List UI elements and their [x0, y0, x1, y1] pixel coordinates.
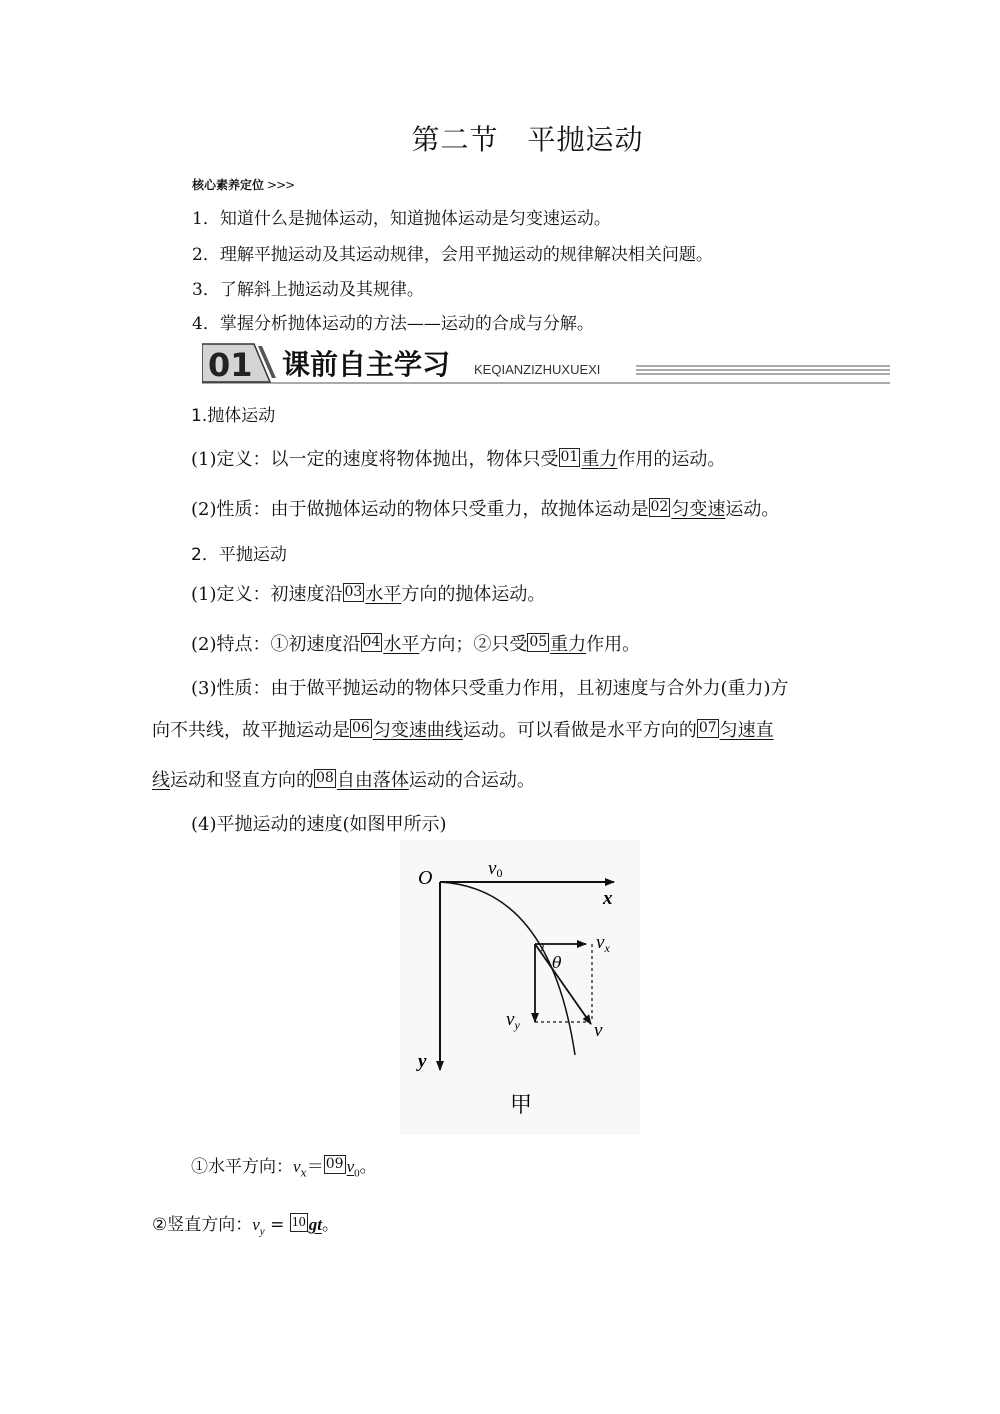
origin-label: O — [418, 867, 433, 889]
answer-07-part-2: 线 — [152, 770, 170, 791]
goal-item-4: 4．掌握分析抛体运动的方法——运动的合成与分解。 — [192, 314, 594, 334]
page-title: 第二节 平抛运动 — [411, 123, 644, 156]
answer-02: 匀变速 — [671, 499, 726, 520]
goal-item-2: 2．理解平抛运动及其运动规律，会用平抛运动的规律解决相关问题。 — [192, 245, 713, 265]
eq2-lhs: v — [252, 1215, 260, 1234]
core-arrows: >>> — [267, 178, 295, 192]
figure-caption: 甲 — [510, 1093, 533, 1118]
blank-number-09: 09 — [325, 1156, 344, 1172]
eq1-text: ①水平方向： — [191, 1157, 293, 1177]
s1-def-text: (1)定义：以一定的速度将物体抛出，物体只受 — [191, 449, 559, 470]
vy-label: $v_y$ — [506, 1009, 520, 1032]
y-axis-label: y — [418, 1051, 427, 1072]
answer-04: 水平 — [383, 634, 420, 655]
blank-number-02: 02 — [650, 499, 669, 515]
eq1-lhs-sub: x — [300, 1166, 307, 1180]
eq1-equals: ＝ — [306, 1157, 324, 1177]
s2-def-tail: 方向的抛体运动。 — [401, 584, 546, 605]
blank-number-10: 10 — [291, 1215, 306, 1230]
blank-number-06: 06 — [352, 720, 370, 736]
blank-number-03: 03 — [344, 584, 363, 600]
answer-10: gt — [308, 1215, 322, 1234]
s2-property-line-3 — [152, 766, 535, 792]
s2-features — [191, 630, 640, 656]
theta-label: θ — [552, 953, 562, 972]
blank-number-05: 05 — [529, 634, 548, 650]
blank-number-07: 07 — [698, 720, 717, 736]
s2-feat-mid: 方向；②只受 — [419, 634, 528, 655]
core-label-text: 核心素养定位 — [192, 178, 265, 192]
goal-item-1: 1．知道什么是抛体运动，知道抛体运动是匀变速运动。 — [192, 209, 611, 229]
answer-05: 重力 — [550, 634, 587, 655]
vx-label: $v_x$ — [596, 932, 610, 955]
s1-prop-text: (2)性质：由于做抛体运动的物体只受重力，故抛体运动是 — [191, 499, 649, 520]
v-vector — [535, 944, 591, 1024]
core-literacy-label — [192, 176, 294, 193]
s2-velocity-heading: (4)平抛运动的速度(如图甲所示) — [191, 814, 447, 835]
s2-feat-tail: 作用。 — [586, 634, 641, 655]
blank-number-08: 08 — [316, 770, 334, 786]
s2-property-line-2 — [152, 716, 774, 742]
answer-06: 匀变速曲线 — [372, 720, 463, 741]
s2-prop-mid-2: 运动和竖直方向的 — [170, 770, 314, 791]
banner-title: 课前自主学习 — [282, 348, 451, 381]
section-2-heading: 2．平抛运动 — [191, 545, 287, 565]
x-axis-label: x — [603, 888, 613, 909]
s2-property-line-1: (3)性质：由于做平抛运动的物体只受重力作用，且初速度与合外力(重力)方 — [191, 678, 789, 699]
eq1-tail: 。 — [359, 1157, 377, 1177]
answer-07-part-1: 匀速直 — [719, 720, 774, 741]
eq2-text: ②竖直方向： — [152, 1215, 253, 1235]
answer-08: 自由落体 — [336, 770, 409, 791]
goal-item-3: 3．了解斜上抛运动及其规律。 — [192, 280, 424, 300]
s1-property — [191, 495, 779, 521]
equation-horizontal — [191, 1152, 377, 1179]
s2-definition — [191, 580, 545, 606]
blank-number-04: 04 — [362, 634, 381, 650]
s1-prop-tail: 运动。 — [725, 499, 780, 520]
s1-def-tail: 作用的运动。 — [617, 449, 726, 470]
section-1-heading: 1.抛体运动 — [191, 406, 276, 426]
v-label: v — [594, 1020, 603, 1041]
banner-number: 01 — [208, 346, 253, 384]
answer-03: 水平 — [365, 584, 402, 605]
v0-label: v0 — [488, 858, 503, 880]
eq2-equals: = — [264, 1215, 290, 1235]
projectile-velocity-diagram — [400, 840, 640, 1135]
eq2-tail: 。 — [321, 1215, 339, 1235]
equation-vertical — [152, 1210, 339, 1237]
answer-01: 重力 — [581, 449, 618, 470]
eq2-lhs-sub: y — [259, 1225, 265, 1238]
section-banner — [202, 340, 892, 386]
blank-number-01: 01 — [560, 449, 579, 465]
s2-prop-text: 向不共线，故平抛运动是 — [152, 720, 350, 741]
answer-09: $v_0$ — [346, 1157, 360, 1180]
s2-feat-text: (2)特点：①初速度沿 — [191, 634, 361, 655]
s2-def-text: (1)定义：初速度沿 — [191, 584, 343, 605]
s2-prop-mid: 运动。可以看做是水平方向的 — [462, 720, 697, 741]
banner-pinyin: KEQIANZIZHUXUEXI — [474, 362, 601, 377]
eq1-lhs: v — [293, 1157, 301, 1176]
s1-definition — [191, 445, 725, 471]
s2-prop-tail: 运动的合运动。 — [408, 770, 535, 791]
